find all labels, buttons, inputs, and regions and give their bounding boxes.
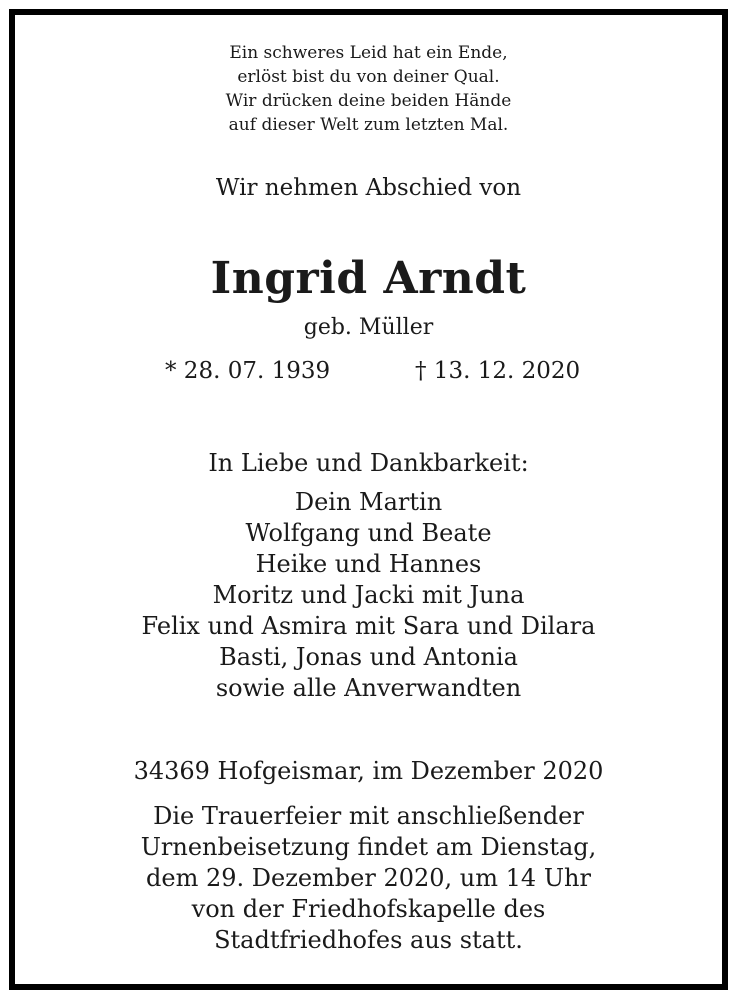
family-member: Dein Martin bbox=[294, 488, 443, 516]
poem-line: Wir drücken deine beiden Hände bbox=[225, 91, 512, 111]
obituary-frame bbox=[9, 9, 728, 990]
service-line: Urnenbeisetzung findet am Dienstag, bbox=[140, 833, 597, 861]
poem-line: Ein schweres Leid hat ein Ende, bbox=[229, 43, 508, 63]
birth-date: * 28. 07. 1939 bbox=[165, 358, 331, 384]
family-intro: In Liebe und Dankbarkeit: bbox=[208, 449, 529, 477]
service-line: Die Trauerfeier mit anschließender bbox=[153, 802, 584, 830]
obituary-content bbox=[15, 15, 722, 984]
life-dates bbox=[15, 358, 722, 388]
deceased-name: Ingrid Arndt bbox=[210, 253, 527, 304]
family-member: Heike und Hannes bbox=[255, 550, 482, 578]
family-member: Felix und Asmira mit Sara und Dilara bbox=[141, 612, 596, 640]
maiden-name: geb. Müller bbox=[303, 315, 434, 340]
farewell-intro: Wir nehmen Abschied von bbox=[215, 175, 522, 201]
family-member: Basti, Jonas und Antonia bbox=[219, 643, 518, 671]
family-member: Wolfgang und Beate bbox=[245, 519, 492, 547]
death-date: † 13. 12. 2020 bbox=[415, 358, 581, 384]
family-member: sowie alle Anverwandten bbox=[215, 674, 522, 702]
family-member: Moritz und Jacki mit Juna bbox=[212, 581, 525, 609]
service-line: von der Friedhofskapelle des bbox=[191, 895, 546, 923]
poem-line: erlöst bist du von deiner Qual. bbox=[237, 67, 500, 87]
service-line: Stadtfriedhofes aus statt. bbox=[214, 926, 523, 954]
poem-line: auf dieser Welt zum letzten Mal. bbox=[228, 115, 509, 135]
place-date: 34369 Hofgeismar, im Dezember 2020 bbox=[133, 757, 604, 785]
service-line: dem 29. Dezember 2020, um 14 Uhr bbox=[146, 864, 591, 892]
